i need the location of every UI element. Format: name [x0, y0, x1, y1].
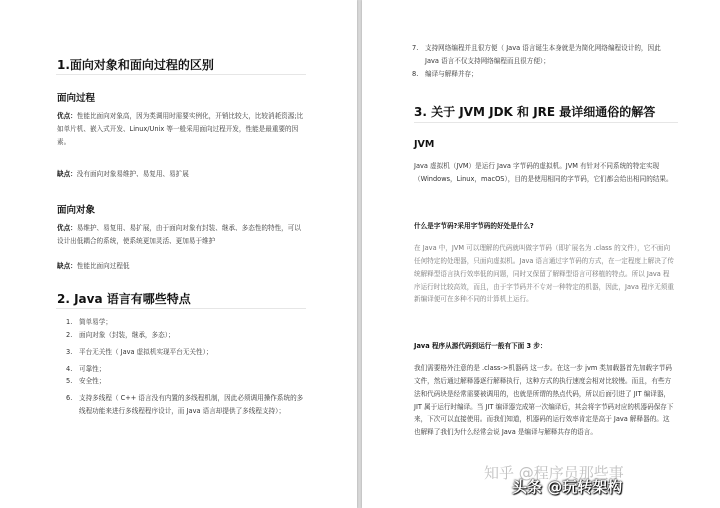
- document-page-left: [0, 0, 357, 508]
- oop-cons-label: 缺点：: [57, 262, 77, 270]
- jvm-heading: JVM: [414, 139, 435, 150]
- zhihu-watermark: 知乎 @程序员那些事: [484, 464, 624, 482]
- bytecode-paragraph: 在 Java 中，JVM 可以理解的代码就叫做字节码（即扩展名为 .class 的文件），它不面向任何特定的处理器，只面向虚拟机。Java 语言通过字节码的方式，在一定程度上解决了传统解释型语言执行效率低的问题，同时又保留了解释型语言可移植的特点。所以 Java 程序运行时比较高效，而且，由于字节码并不专对一种特定的机器，因此，Java 程序无须重新编译便可在多种不同的计算机上运行。: [414, 244, 674, 304]
- procedural-heading: 面向过程: [57, 93, 96, 104]
- list-item: 7. 支持网络编程并且很方便（ Java 语言诞生本身就是为简化网络编程设计的，因此 Java 语言不仅支持网络编程而且很方便）；: [412, 44, 661, 65]
- section3-title: 3. 关于 JVM JDK 和 JRE 最详细通俗的解答: [414, 105, 656, 119]
- oop-cons-paragraph: [57, 260, 305, 273]
- section1-title: 1.面向对象和面向过程的区别: [57, 58, 214, 72]
- list-item: 3. 平台无关性（ Java 虚拟机实现平台无关性）；: [66, 347, 213, 356]
- section2-divider: [56, 308, 306, 309]
- list-item: 8. 编译与解释并存；: [412, 69, 478, 78]
- list-item: 4. 可靠性；: [66, 364, 106, 373]
- oop-heading: 面向对象: [57, 205, 96, 216]
- list-item: 6. 支持多线程（ C++ 语言没有内置的多线程机制，因此必须调用操作系统的多线程功能来进行多线程程序设计，而 Java 语言却提供了多线程支持）；: [66, 394, 304, 416]
- steps-paragraph: 我们需要格外注意的是 .class->机器码 这一步。在这一步 jvm 类加载器首先加载字节码文件，然后通过解释器逐行解释执行，这种方式的执行速度会相对比较慢。而且，有些方法和代码块是经常需要被调用的，也就是所谓的热点代码，所以后面引进了 JIT 编译器，JIT 属于运行时编译。当 JIT 编译器完成第一次编译后，其会将字节码对应的机器码保存下来，下次可以直接使用。而我们知道，机器码的运行效率肯定是高于 Java 解释器的。这也解释了我们为什么经常会说 Java 是编译与解释共存的语言。: [414, 364, 674, 437]
- procedural-pros-label: 优点：: [57, 112, 77, 120]
- list-item: 5. 安全性；: [66, 377, 106, 386]
- section3-divider: [414, 122, 678, 123]
- steps-heading: Java 程序从源代码到运行一般有下面 3 步：: [414, 342, 547, 350]
- section2-title: 2. Java 语言有哪些特点: [57, 292, 191, 306]
- list-item: 1. 简单易学；: [66, 318, 112, 326]
- jvm-paragraph: Java 虚拟机（JVM）是运行 Java 字节码的虚拟机。JVM 有针对不同系统的特定实现（Windows，Linux，macOS），目的是使用相同的字节码，它们都会给出相同的结果。: [414, 162, 673, 183]
- oop-pros-paragraph: [57, 222, 305, 248]
- features-list-continued: [412, 42, 674, 81]
- bytecode-question: 什么是字节码?采用字节码的好处是什么?: [414, 222, 534, 230]
- features-list: [66, 316, 306, 418]
- list-item: 2. 面向对象（封装，继承，多态）；: [66, 330, 175, 339]
- section1-divider: [56, 74, 306, 75]
- procedural-cons-text: 没有面向对象易维护、易复用、易扩展: [76, 170, 189, 178]
- procedural-cons-paragraph: [57, 168, 305, 181]
- oop-cons-text: 性能比面向过程低: [76, 262, 130, 270]
- document-page-right: [362, 0, 720, 508]
- toutiao-watermark: 头条 @玩转架构: [512, 478, 623, 496]
- oop-pros-text: 易维护、易复用、易扩展，由于面向对象有封装、继承、多态性的特性，可以设计出低耦合的系统，使系统更加灵活、更加易于维护: [57, 224, 301, 245]
- oop-pros-label: 优点：: [57, 224, 77, 232]
- procedural-cons-label: 缺点：: [57, 170, 77, 178]
- procedural-pros-paragraph: [57, 110, 305, 149]
- procedural-pros-text: 性能比面向对象高，因为类调用时需要实例化，开销比较大，比较消耗资源;比如单片机、嵌入式开发、Linux/Unix 等一般采用面向过程开发，性能是最重要的因素。: [57, 112, 304, 146]
